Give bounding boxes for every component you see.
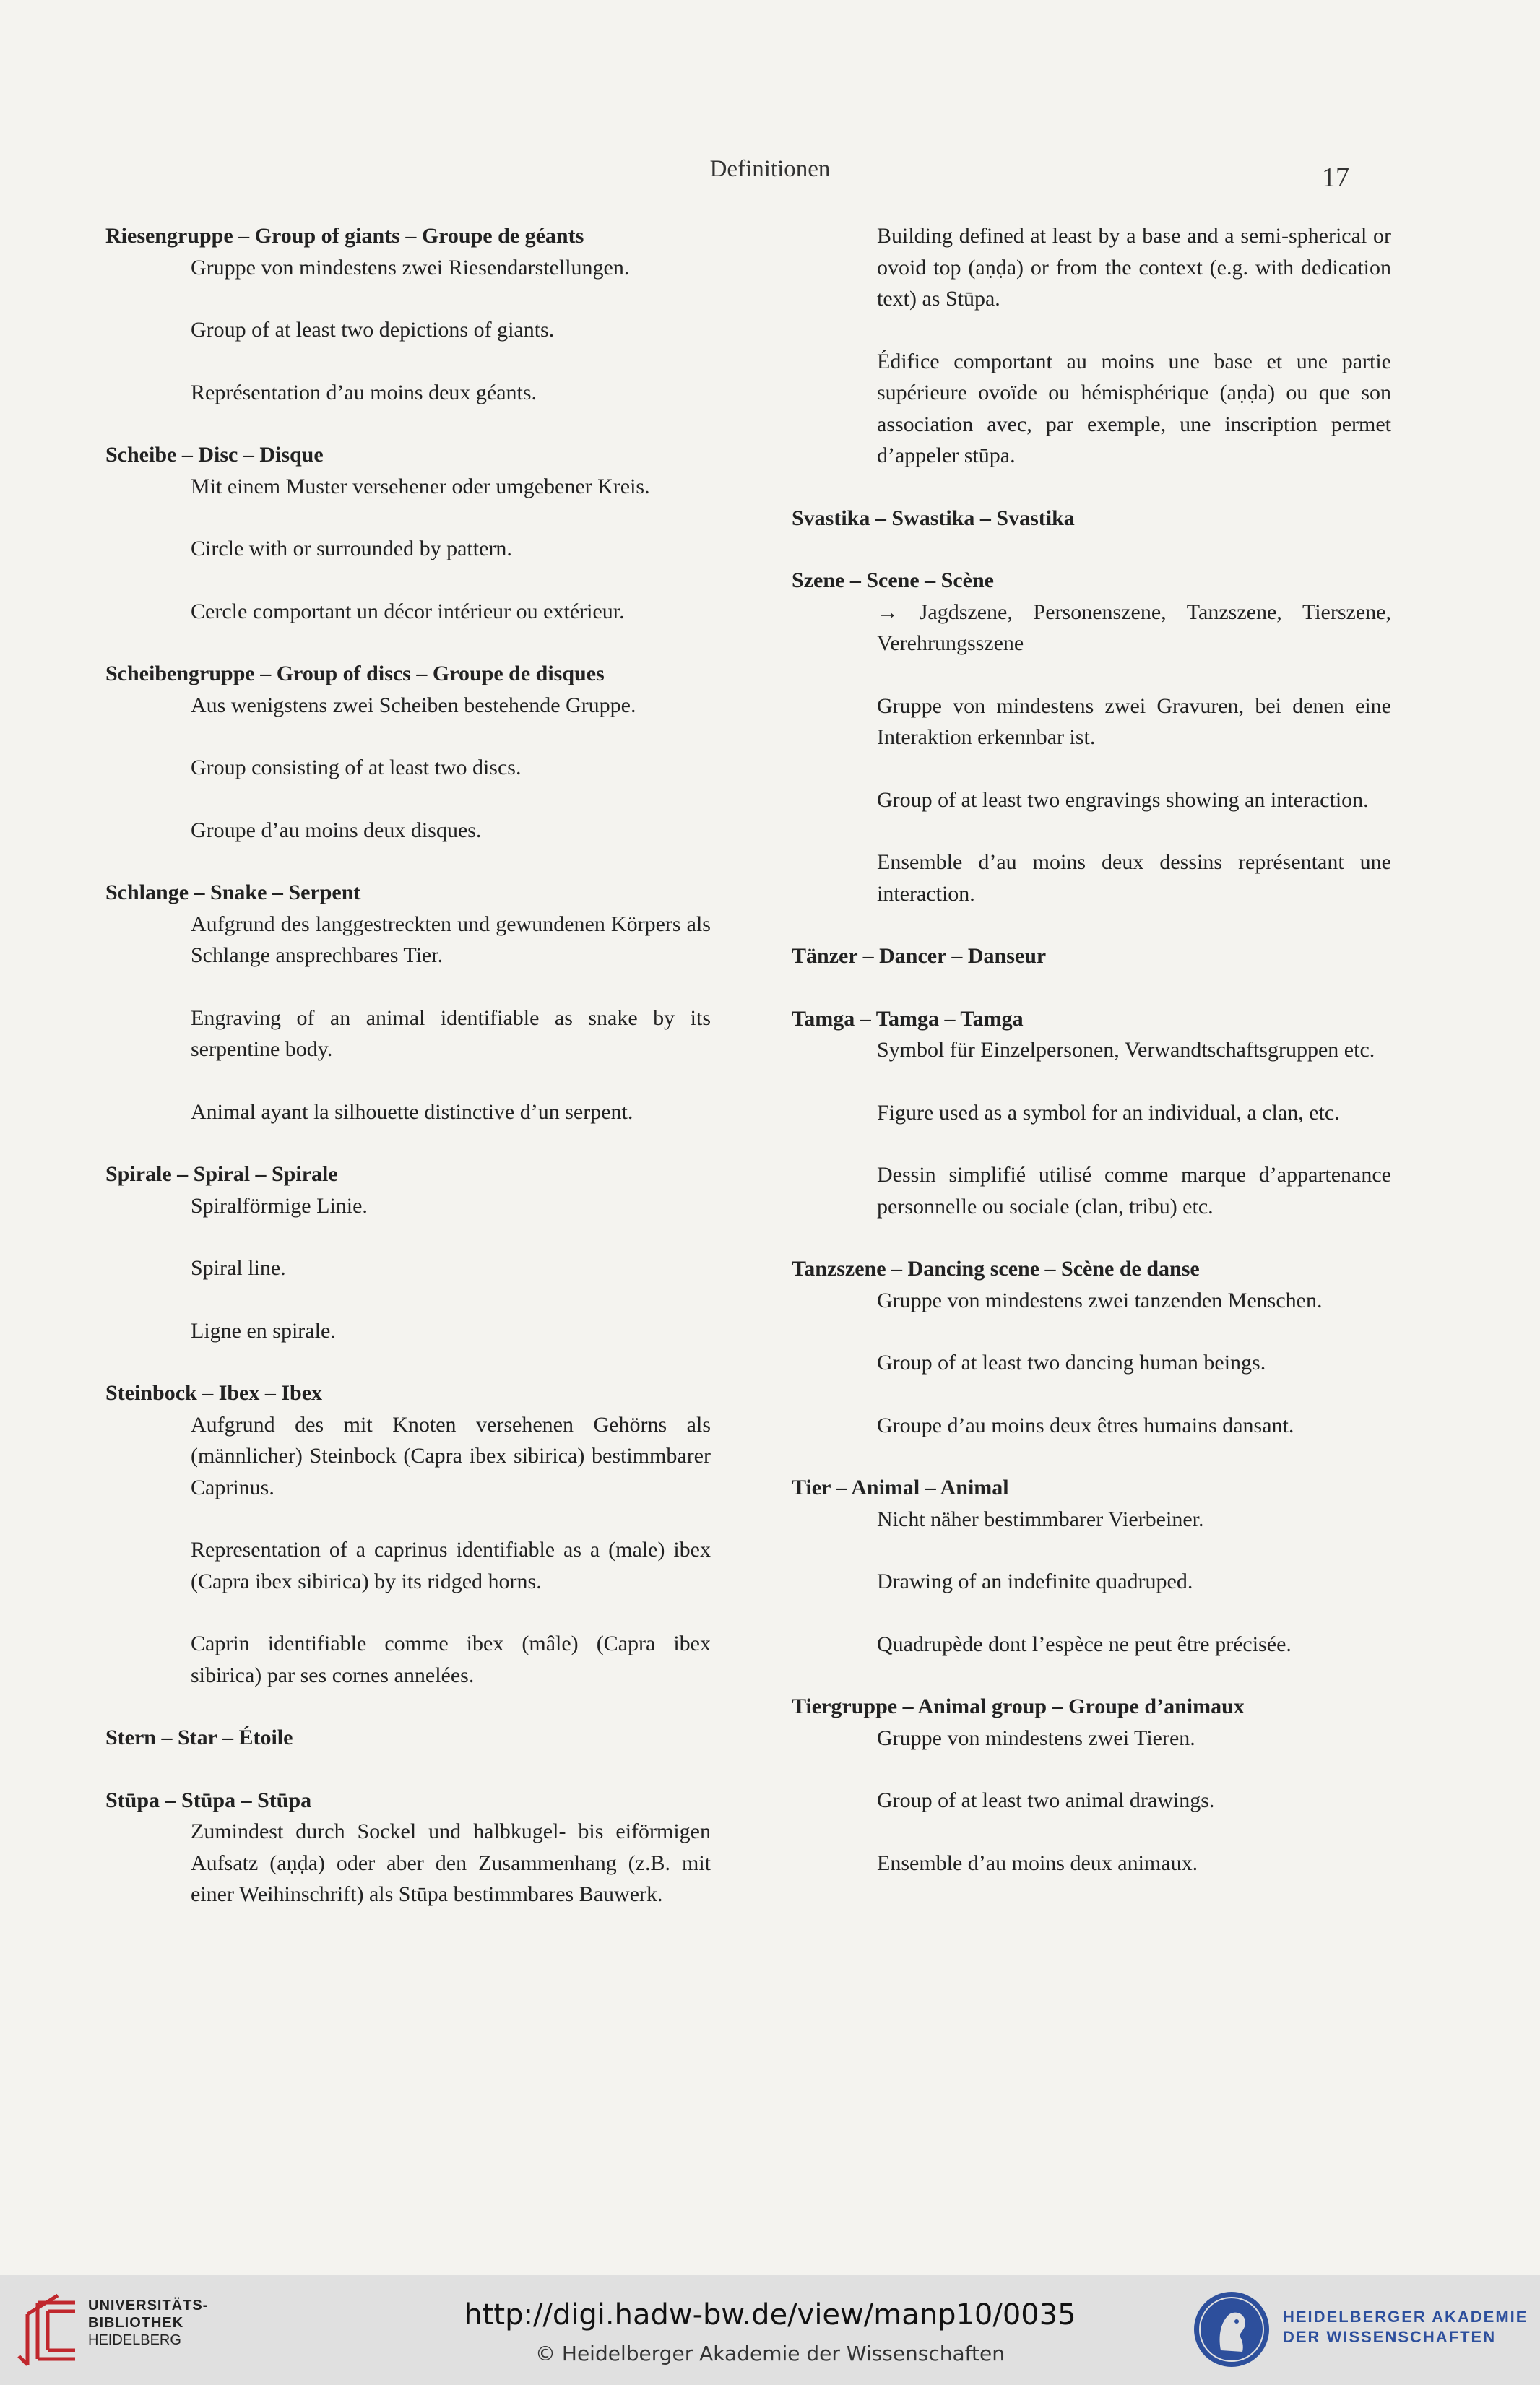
entry [792,1003,1391,1223]
definition-en: Building defined at least by a base and a semi-spherical or ovoid top (aṇḍa) or from the context (e.g. with dedication text) as Stūpa. [877,224,1391,311]
page-number: 17 [1322,163,1349,193]
entry [792,1253,1391,1441]
entry [105,1159,711,1346]
running-head: Definitionen [709,156,831,182]
definition-de: Mit einem Muster versehener oder umgebener Kreis. [191,474,650,498]
definition-de: Symbol für Einzelpersonen, Verwandtschaftsgruppen etc. [877,1038,1375,1062]
footer-bar [0,2275,1540,2385]
definition-en: Circle with or surrounded by pattern. [191,537,512,560]
definition-en: Spiral line. [191,1256,286,1280]
copyright-notice: © Heidelberger Akademie der Wissenschaften [535,2342,1005,2365]
permalink-url[interactable]: http://digi.hadw-bw.de/view/manp10/0035 [464,2298,1076,2332]
entry-heading: Riesengruppe – Group of giants – Groupe de géants [105,224,584,248]
entry [105,220,711,408]
entry [105,1377,711,1691]
definition-fr: Ensemble d’au moins deux animaux. [877,1851,1198,1875]
entry-heading: Tanzszene – Dancing scene – Scène de danse [792,1257,1200,1281]
definition-en: Group consisting of at least two discs. [191,756,522,779]
definition-fr: Dessin simplifié utilisé comme marque d’appartenance personnelle ou sociale (clan, tribu) etc. [877,1163,1391,1219]
entry-heading: Steinbock – Ibex – Ibex [105,1381,323,1405]
definition-de: Gruppe von mindestens zwei tanzenden Menschen. [877,1288,1323,1312]
definition-de: Aus wenigstens zwei Scheiben bestehende Gruppe. [191,693,636,717]
definition-fr: Ligne en spirale. [191,1318,336,1343]
entry [792,565,1391,909]
academy-wordmark [1283,2307,1528,2347]
definition-en: Group of at least two dancing human beings. [877,1351,1266,1375]
definition-fr: Animal ayant la silhouette distinctive d’un serpent. [191,1099,633,1124]
had-line-2: DER WISSENSCHAFTEN [1283,2328,1497,2346]
definition-fr: Quadrupède dont l’espèce ne peut être précisée. [877,1632,1292,1656]
left-column [105,220,711,1942]
definition-fr: Représentation d’au moins deux géants. [191,380,537,404]
entry [105,1785,711,1910]
right-column [792,220,1391,1910]
entry-continued [792,220,1391,472]
entry-heading: Scheibe – Disc – Disque [105,443,324,467]
entry [105,439,711,627]
ub-line-2: BIBLIOTHEK [88,2315,184,2331]
entry [105,658,711,846]
definition-en: Figure used as a symbol for an individual, a clan, etc. [877,1100,1340,1125]
definition-de: Gruppe von mindestens zwei Tieren. [877,1726,1195,1750]
definition-en: Group of at least two animal drawings. [877,1788,1215,1812]
definition-en: Representation of a caprinus identifiable as a (male) ibex (Capra ibex sibirica) by its ridged horns. [191,1538,711,1593]
definition-de: Spiralförmige Linie. [191,1193,368,1218]
entry-heading: Svastika – Swastika – Svastika [792,506,1075,530]
definition-en: Drawing of an indefinite quadruped. [877,1570,1193,1593]
definition-en: Engraving of an animal identifiable as snake by its serpentine body. [191,1005,711,1061]
definition-de: Gruppe von mindestens zwei Riesendarstellungen. [191,255,630,280]
entry-heading: Tiergruppe – Animal group – Groupe d’animaux [792,1694,1245,1718]
definition-de: Zumindest durch Sockel und halbkugel- bis eiförmigen Aufsatz (aṇḍa) oder aber den Zusammenhang (z.B. mit einer Weihinschrift) als Stūpa bestimmbares Bauwerk. [191,1819,711,1906]
definition-en: Group of at least two engravings showing an interaction. [877,787,1369,812]
entry-heading: Stern – Star – Étoile [105,1726,293,1749]
definition-en: Group of at least two depictions of giants. [191,318,555,342]
definition-fr: Groupe d’au moins deux êtres humains dansant. [877,1413,1294,1437]
entry-heading: Tamga – Tamga – Tamga [792,1006,1024,1031]
entry [105,1722,711,1754]
ub-line-3: HEIDELBERG [88,2332,181,2348]
entry-heading: Tänzer – Dancer – Danseur [792,944,1047,968]
definition-fr: Ensemble d’au moins deux dessins représentant une interaction. [877,850,1391,906]
academy-seal-icon [1192,2290,1271,2369]
entry [792,940,1391,972]
had-line-1: HEIDELBERGER AKADEMIE [1283,2308,1528,2326]
definition-fr: Groupe d’au moins deux disques. [191,818,482,842]
definition-fr: Caprin identifiable comme ibex (mâle) (Capra ibex sibirica) par ses cornes annelées. [191,1632,711,1687]
entry [792,503,1391,534]
entry-heading: Scheibengruppe – Group of discs – Groupe de disques [105,662,605,685]
definition-de: Aufgrund des mit Knoten versehenen Gehörns als (männlicher) Steinbock (Capra ibex sibirica) bestimmbarer Caprinus. [191,1412,711,1499]
entry-heading: Stūpa – Stūpa – Stūpa [105,1788,312,1812]
definition-de: Aufgrund des langgestreckten und gewundenen Körpers als Schlange ansprechbares Tier. [191,912,711,967]
ub-line-1: UNIVERSITÄTS- [88,2298,209,2313]
definition-fr: Cercle comportant un décor intérieur ou extérieur. [191,599,625,623]
entry [792,1472,1391,1660]
entry [105,877,711,1127]
definition-fr: Édifice comportant au moins une base et une partie supérieure ovoïde ou hémisphérique (aṇḍa) ou que son association avec, par exemple, une inscription permet d’appeler stūpa. [877,349,1391,467]
cross-reference: → Jagdszene, Personenszene, Tanzszene, Tierszene, Verehrungsszene [877,600,1391,655]
definition-de: Gruppe von mindestens zwei Gravuren, bei denen eine Interaktion erkennbar ist. [877,693,1391,749]
definition-de: Nicht näher bestimmbarer Vierbeiner. [877,1507,1204,1531]
entry-heading: Schlange – Snake – Serpent [105,880,361,904]
entry-heading: Tier – Animal – Animal [792,1476,1009,1499]
entry-heading: Spirale – Spiral – Spirale [105,1162,338,1186]
entry [792,1691,1391,1879]
entry-heading: Szene – Scene – Scène [792,568,994,592]
